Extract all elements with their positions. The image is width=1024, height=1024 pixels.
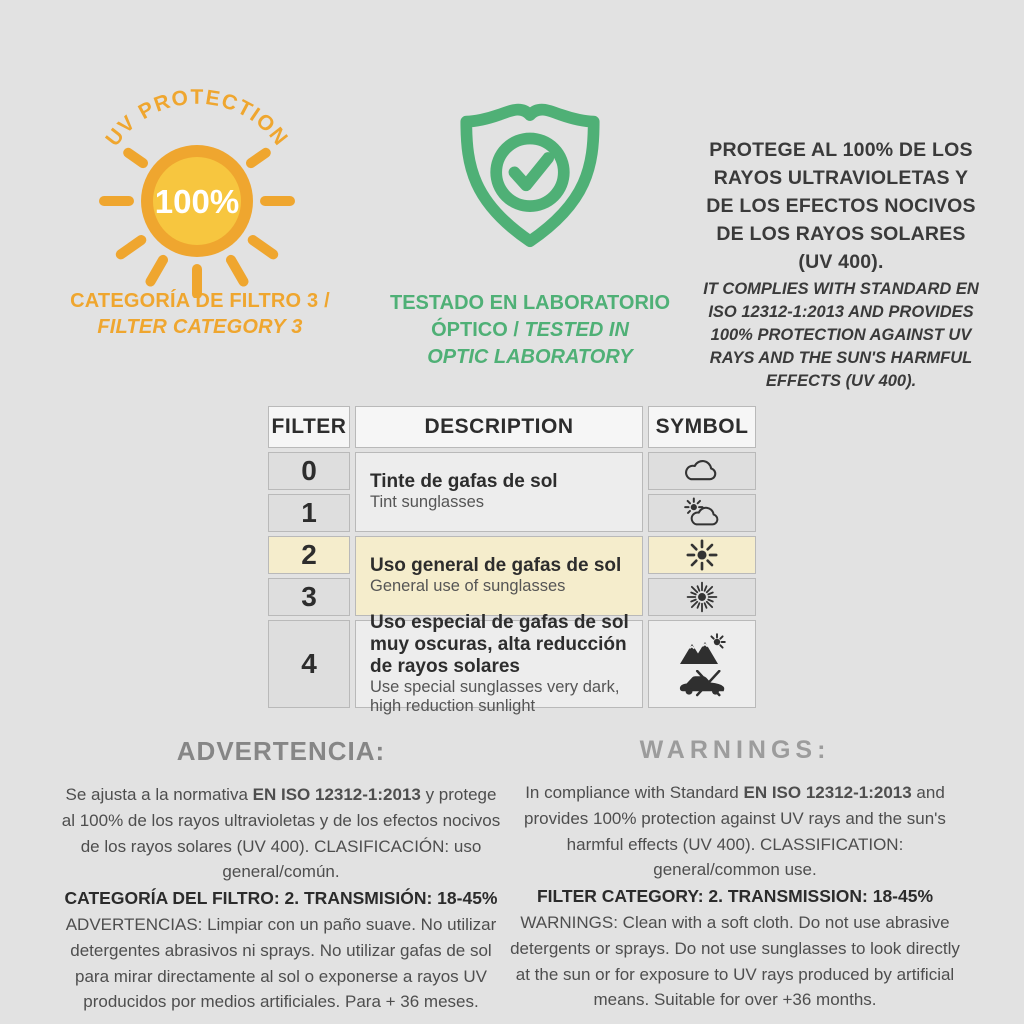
symbol-cell-3 — [648, 578, 756, 616]
filter-number-2: 2 — [268, 536, 350, 574]
warnings-spanish-p1-pre: Se ajusta a la normativa — [65, 785, 253, 804]
description-spanish: Uso general de gafas de sol — [370, 555, 622, 577]
description-filters-0-1 — [355, 452, 643, 532]
symbol-cell-2 — [648, 536, 756, 574]
uv-percent-label: 100% — [154, 183, 240, 220]
warnings-english-p1-post: and provides 100% protection against UV rays and the sun's harmful effects (UV 400). CLASSIFICATION: general/common use. — [524, 783, 946, 880]
warnings-spanish-care-instructions: ADVERTENCIAS: Limpiar con un paño suave. No utilizar detergentes abrasivos ni sprays. No utilizar gafas de sol para mirar directamente al sol o exponerse a rayos UV producidos por medios artificiales. Para + 36 meses. — [65, 914, 497, 1012]
svg-text:UV PROTECTION — [101, 86, 292, 151]
lab-caption-en-part2: OPTIC LABORATORY — [427, 346, 633, 368]
warnings-spanish-section — [58, 736, 504, 1015]
protection-statement — [702, 136, 980, 393]
symbol-cell-0 — [648, 452, 756, 490]
sun-100-icon — [82, 86, 312, 298]
warnings-english-iso-standard: EN ISO 12312-1:2013 — [743, 783, 912, 802]
warnings-english-title: WARNINGS: — [639, 736, 831, 764]
filter-number-3: 3 — [268, 578, 350, 616]
description-filter-4 — [355, 611, 643, 716]
sun-behind-cloud-icon — [682, 497, 722, 530]
warnings-english-p1-pre: In compliance with Standard — [525, 783, 744, 802]
description-english: Use special sunglasses very dark, high reduction sunlight — [370, 677, 620, 716]
protection-statement-spanish: PROTEGE AL 100% DE LOS RAYOS ULTRAVIOLETAS Y DE LOS EFECTOS NOCIVOS DE LOS RAYOS SOLARES (UV 400). — [706, 139, 976, 273]
filter-number-1: 1 — [268, 494, 350, 532]
warnings-spanish-p1-post: y protege al 100% de los rayos ultravioletas y de los efectos nocivos de los rayos solares (UV 400). CLASIFICACIÓN: uso general/común. — [61, 785, 501, 882]
no-car-icon — [677, 670, 727, 697]
description-english: Tint sunglasses — [370, 493, 485, 512]
uv-protection-arc-text: UV PROTECTION — [101, 86, 293, 151]
protection-statement-english: IT COMPLIES WITH STANDARD EN ISO 12312-1:2013 AND PROVIDES 100% PROTECTION AGAINST UV RAYS AND THE SUN'S HARMFUL EFFECTS (UV 400). — [703, 280, 979, 390]
warnings-spanish-iso-standard: EN ISO 12312-1:2013 — [252, 785, 421, 804]
warnings-english-care-instructions: WARNINGS: Clean with a soft cloth. Do not use abrasive detergents or sprays. Do not use sunglasses to look directly at the sun or for exposure to UV rays produced by artificial means. Suitable for over +36 months. — [510, 912, 960, 1010]
symbol-cell-1 — [648, 494, 756, 532]
description-spanish: Tinte de gafas de sol — [370, 471, 558, 493]
description-filters-2-3 — [355, 536, 643, 616]
sun-icon — [685, 538, 719, 572]
cloud-icon — [682, 457, 722, 485]
warnings-spanish-paragraph-1 — [58, 782, 504, 885]
uv-protection-badge — [82, 86, 312, 303]
lab-caption-line1: TESTADO EN LABORATORIO — [390, 292, 670, 314]
filter-number-4: 4 — [268, 620, 350, 708]
mountain-sun-icon — [678, 632, 726, 667]
lab-caption-en-part1: TESTED IN — [524, 319, 629, 341]
warnings-spanish-title: ADVERTENCIA: — [176, 736, 386, 766]
filter-category-table — [268, 406, 756, 716]
column-header-symbol: SYMBOL — [648, 406, 756, 448]
symbol-cell-4 — [648, 620, 756, 708]
warnings-spanish-filter-category: CATEGORÍA DEL FILTRO: 2. TRANSMISIÓN: 18-45% — [64, 888, 498, 909]
column-header-description: DESCRIPTION — [355, 406, 643, 448]
lab-tested-badge — [452, 98, 608, 275]
warnings-english-paragraph-1 — [508, 780, 962, 883]
lab-tested-caption — [388, 290, 672, 371]
description-english: General use of sunglasses — [370, 577, 566, 596]
warnings-english-section — [508, 736, 962, 1013]
shield-check-icon — [452, 98, 608, 270]
lab-caption-line2 — [388, 317, 672, 344]
column-header-filter: FILTER — [268, 406, 350, 448]
filter-number-0: 0 — [268, 452, 350, 490]
warnings-english-filter-category: FILTER CATEGORY: 2. TRANSMISSION: 18-45% — [536, 886, 934, 907]
filter-category-en: FILTER CATEGORY 3 — [97, 316, 303, 338]
description-spanish: Uso especial de gafas de sol muy oscuras, alta reducción de rayos solares — [370, 611, 629, 677]
lab-caption-es: ÓPTICO / — [431, 319, 525, 341]
filter-category-es: CATEGORÍA DE FILTRO 3 / — [70, 290, 330, 312]
bright-sun-icon — [684, 579, 720, 615]
filter-category-caption — [55, 288, 345, 340]
